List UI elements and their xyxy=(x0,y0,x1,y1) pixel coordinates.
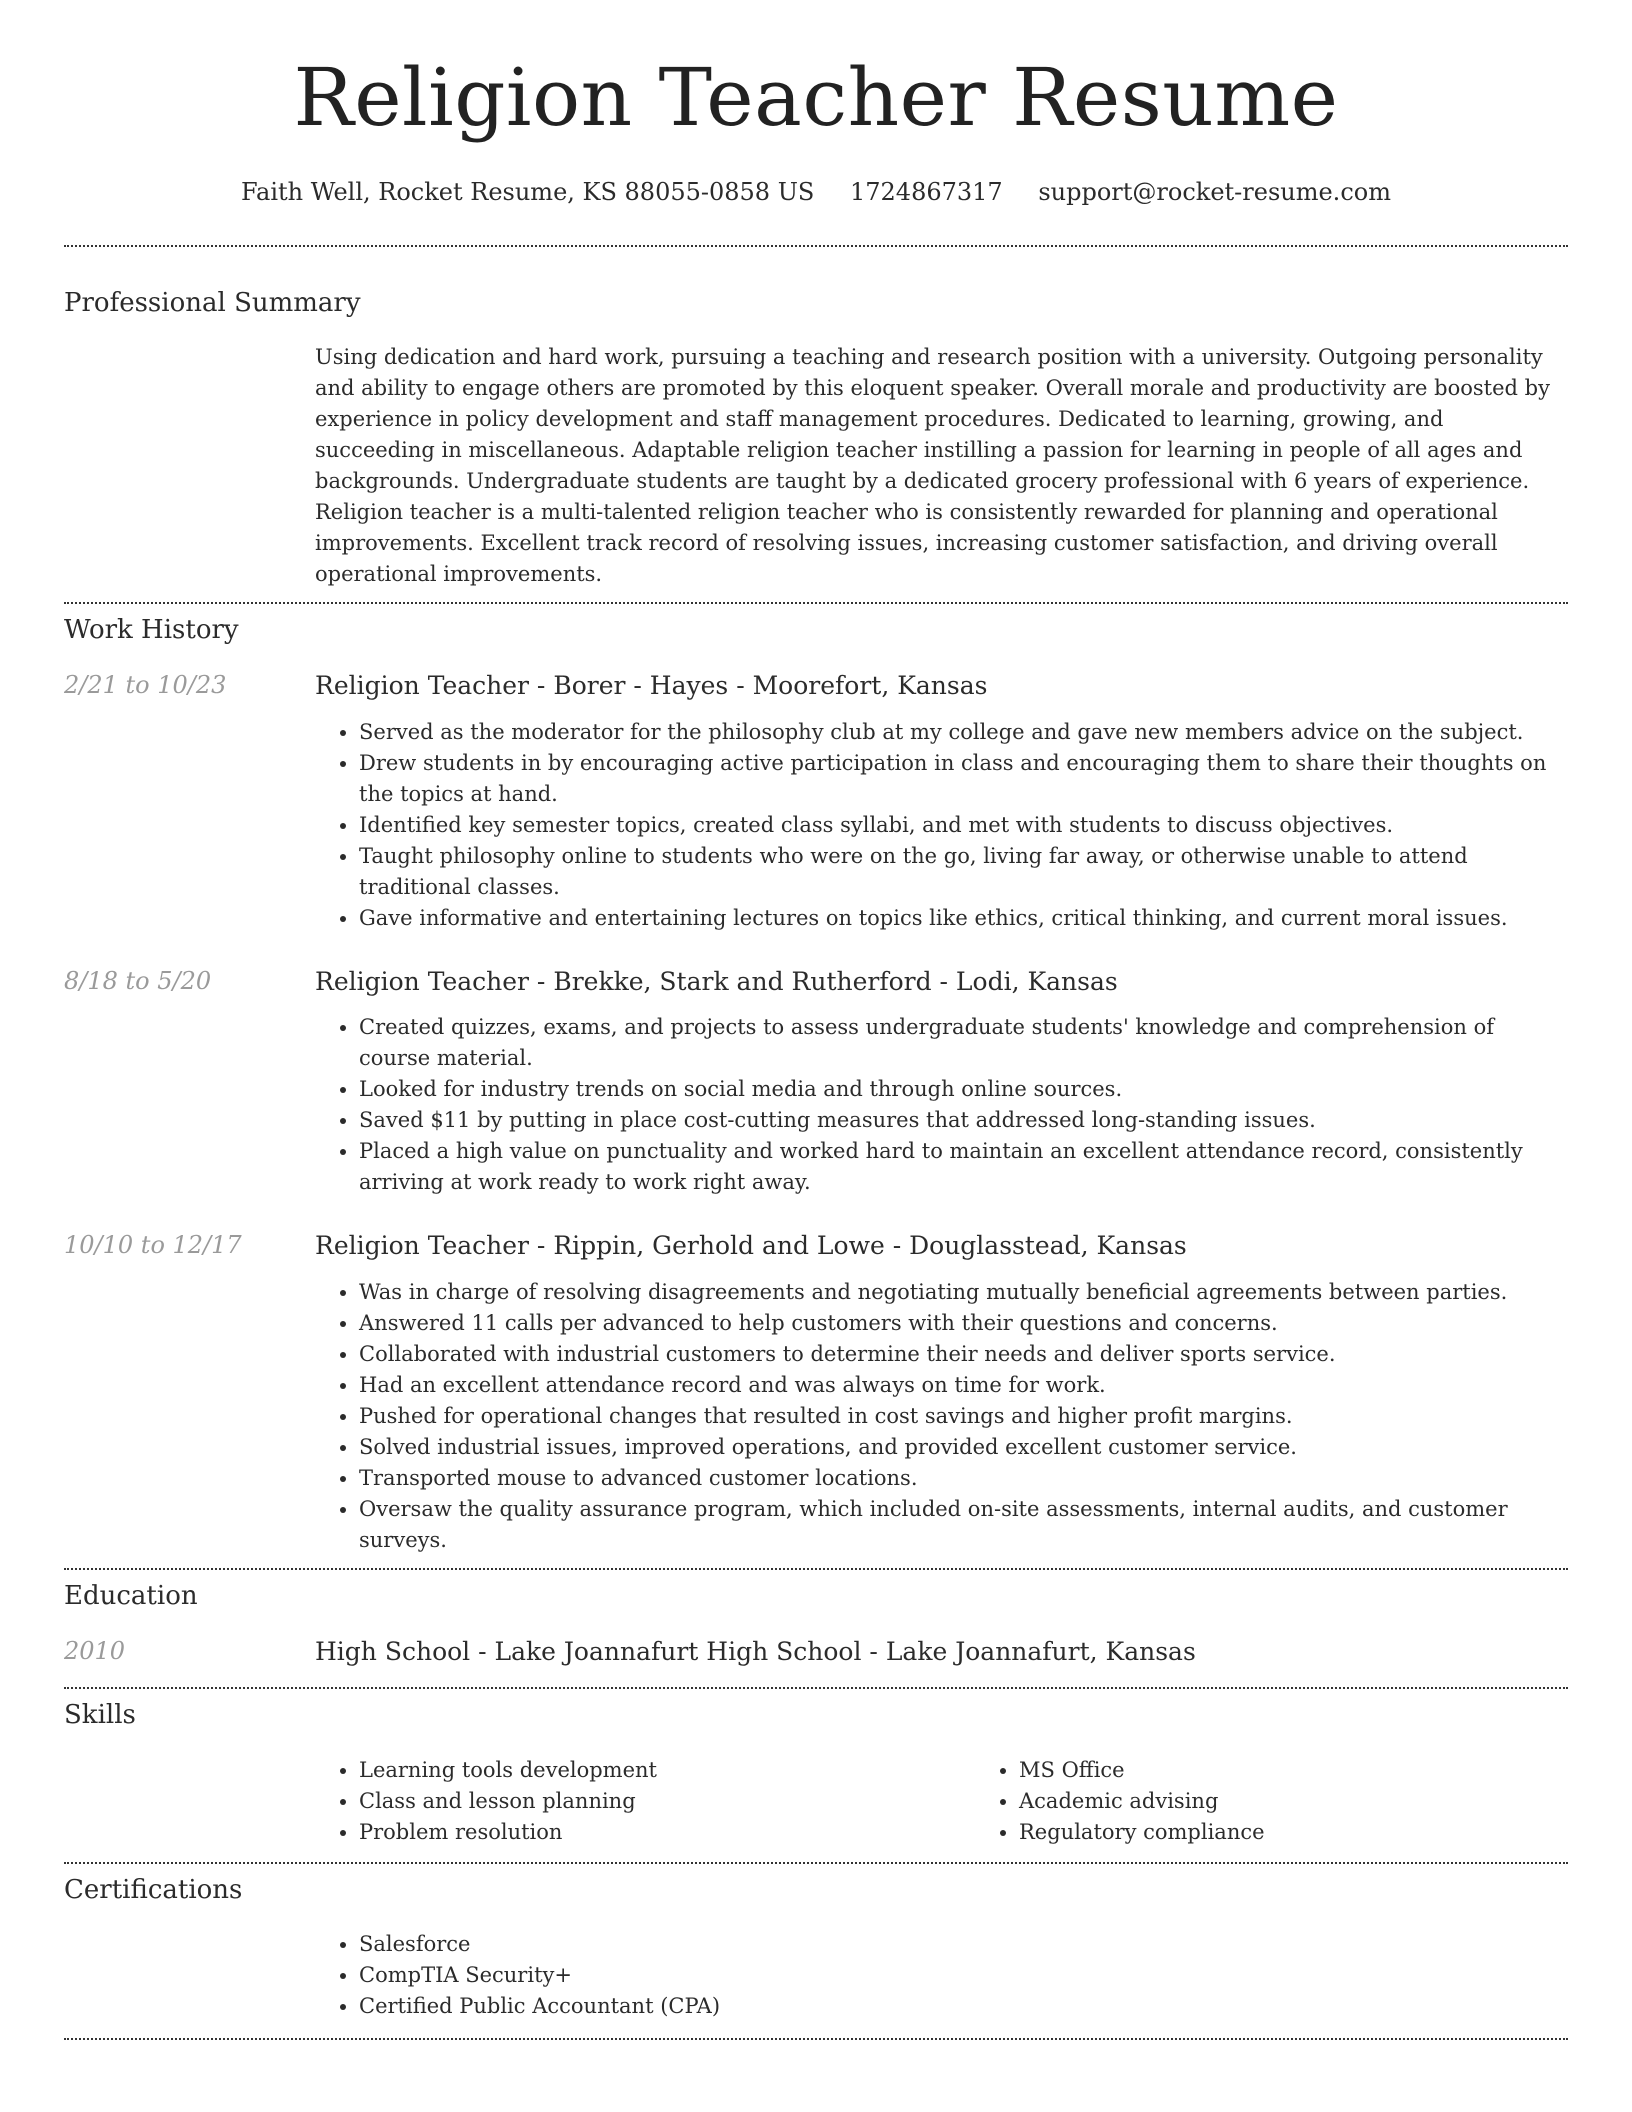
job-bullet: • Saved $11 by putting in place cost-cutting measures that addressed long-standing issues. xyxy=(359,1105,1568,1136)
summary-heading: Professional Summary xyxy=(64,287,361,318)
job-entry xyxy=(64,966,1568,1199)
summary-text: Using dedication and hard work, pursuing a teaching and research position with a university. Outgoing personality and ability to engage others are promoted by this eloquent speaker. Overall morale and productivity are boosted by experience in policy development and staff management procedures. Dedicated to learning, growing, and succeeding in miscellaneous. Adaptable religion teacher instilling a passion for learning in people of all ages and backgrounds. Undergraduate students are taught by a dedicated grocery professional with 6 years of experience. Religion teacher is a multi-talented religion teacher who is consistently rewarded for planning and operational improvements. Excellent track record of resolving issues, increasing customer satisfaction, and driving overall operational improvements. xyxy=(315,344,1550,586)
education-title: High School - Lake Joannafurt High School - Lake Joannafurt, Kansas xyxy=(315,1636,1196,1666)
job-bullet: • Taught philosophy online to students who were on the go, living far away, or otherwise unable to attend traditional classes. xyxy=(359,841,1568,903)
job-bullet: • Pushed for operational changes that resulted in cost savings and higher profit margins. xyxy=(359,1401,1568,1432)
certifications-list xyxy=(315,1929,1568,2022)
contact-email: support@rocket-resume.com xyxy=(1038,178,1391,206)
certifications-body xyxy=(315,1929,1568,2022)
job-body xyxy=(315,1230,1568,1556)
job-bullet: • Placed a high value on punctuality and worked hard to maintain an excellent attendance record, consistently arriving at work ready to work right away. xyxy=(359,1136,1568,1198)
work-heading: Work History xyxy=(64,614,239,645)
job-body xyxy=(315,966,1568,1199)
summary-left-spacer xyxy=(64,342,315,590)
education-heading: Education xyxy=(64,1580,198,1611)
certification-item: • CompTIA Security+ xyxy=(359,1960,1568,1991)
resume-title: Religion Teacher Resume xyxy=(293,51,1339,144)
section-divider xyxy=(64,245,1568,247)
section-divider xyxy=(64,1568,1568,1570)
job-bullet: • Drew students in by encouraging active participation in class and encouraging them to share their thoughts on the topics at hand. xyxy=(359,748,1568,810)
job-bullet: • Transported mouse to advanced customer locations. xyxy=(359,1463,1568,1494)
skills-columns xyxy=(315,1755,1632,1848)
skills-row xyxy=(64,1755,1568,1848)
job-entry xyxy=(64,1230,1568,1556)
section-divider xyxy=(64,1687,1568,1689)
summary-body xyxy=(315,342,1568,590)
contact-phone: 1724867317 xyxy=(850,178,1003,206)
contact-line xyxy=(64,178,1568,207)
job-bullet: • Was in charge of resolving disagreements and negotiating mutually beneficial agreements between parties. xyxy=(359,1277,1568,1308)
section-divider xyxy=(64,2038,1568,2040)
job-dates: 8/18 to 5/20 xyxy=(64,966,212,995)
skill-item: • Learning tools development xyxy=(359,1755,975,1786)
certification-item: • Salesforce xyxy=(359,1929,1568,1960)
job-bullet: • Answered 11 calls per advanced to help customers with their questions and concerns. xyxy=(359,1308,1568,1339)
skill-item: • MS Office xyxy=(1019,1755,1632,1786)
job-bullet: • Oversaw the quality assurance program, which included on-site assessments, internal audits, and customer surveys. xyxy=(359,1494,1568,1556)
education-body xyxy=(315,1636,1568,1669)
job-bullets xyxy=(315,717,1568,934)
job-dates: 2/21 to 10/23 xyxy=(64,671,227,700)
job-bullet: • Solved industrial issues, improved operations, and provided excellent customer service. xyxy=(359,1432,1568,1463)
certification-item: • Certified Public Accountant (CPA) xyxy=(359,1991,1568,2022)
skill-item: • Problem resolution xyxy=(359,1817,975,1848)
job-bullet: • Created quizzes, exams, and projects to assess undergraduate students' knowledge and comprehension of course material. xyxy=(359,1012,1568,1074)
job-title: Religion Teacher - Rippin, Gerhold and Lowe - Douglasstead, Kansas xyxy=(315,1231,1187,1261)
job-entry xyxy=(64,670,1568,934)
job-bullet: • Gave informative and entertaining lectures on topics like ethics, critical thinking, and current moral issues. xyxy=(359,903,1568,934)
section-divider xyxy=(64,1862,1568,1864)
job-title: Religion Teacher - Brekke, Stark and Rutherford - Lodi, Kansas xyxy=(315,966,1118,996)
job-bullet: • Collaborated with industrial customers to determine their needs and deliver sports service. xyxy=(359,1339,1568,1370)
education-entry xyxy=(64,1636,1568,1669)
skills-list-right xyxy=(975,1755,1632,1848)
job-bullet: • Identified key semester topics, created class syllabi, and met with students to discuss objectives. xyxy=(359,810,1568,841)
skill-item: • Academic advising xyxy=(1019,1786,1632,1817)
section-divider xyxy=(64,602,1568,604)
skills-left-spacer xyxy=(64,1755,315,1848)
job-title: Religion Teacher - Borer - Hayes - Moorefort, Kansas xyxy=(315,671,988,701)
job-body xyxy=(315,670,1568,934)
summary-row xyxy=(64,342,1568,590)
job-bullets xyxy=(315,1012,1568,1198)
certifications-row xyxy=(64,1929,1568,2022)
job-bullets xyxy=(315,1277,1568,1556)
skill-item: • Regulatory compliance xyxy=(1019,1817,1632,1848)
certifications-heading: Certifications xyxy=(64,1874,243,1905)
job-bullet: • Had an excellent attendance record and was always on time for work. xyxy=(359,1370,1568,1401)
skills-list-left xyxy=(315,1755,975,1848)
job-bullet: • Served as the moderator for the philosophy club at my college and gave new members advice on the subject. xyxy=(359,717,1568,748)
education-year: 2010 xyxy=(64,1636,126,1665)
job-dates: 10/10 to 12/17 xyxy=(64,1231,242,1260)
contact-address: Faith Well, Rocket Resume, KS 88055-0858 US xyxy=(241,178,815,206)
skill-item: • Class and lesson planning xyxy=(359,1786,975,1817)
skills-heading: Skills xyxy=(64,1700,136,1731)
certifications-left-spacer xyxy=(64,1929,315,2022)
job-bullet: • Looked for industry trends on social media and through online sources. xyxy=(359,1074,1568,1105)
